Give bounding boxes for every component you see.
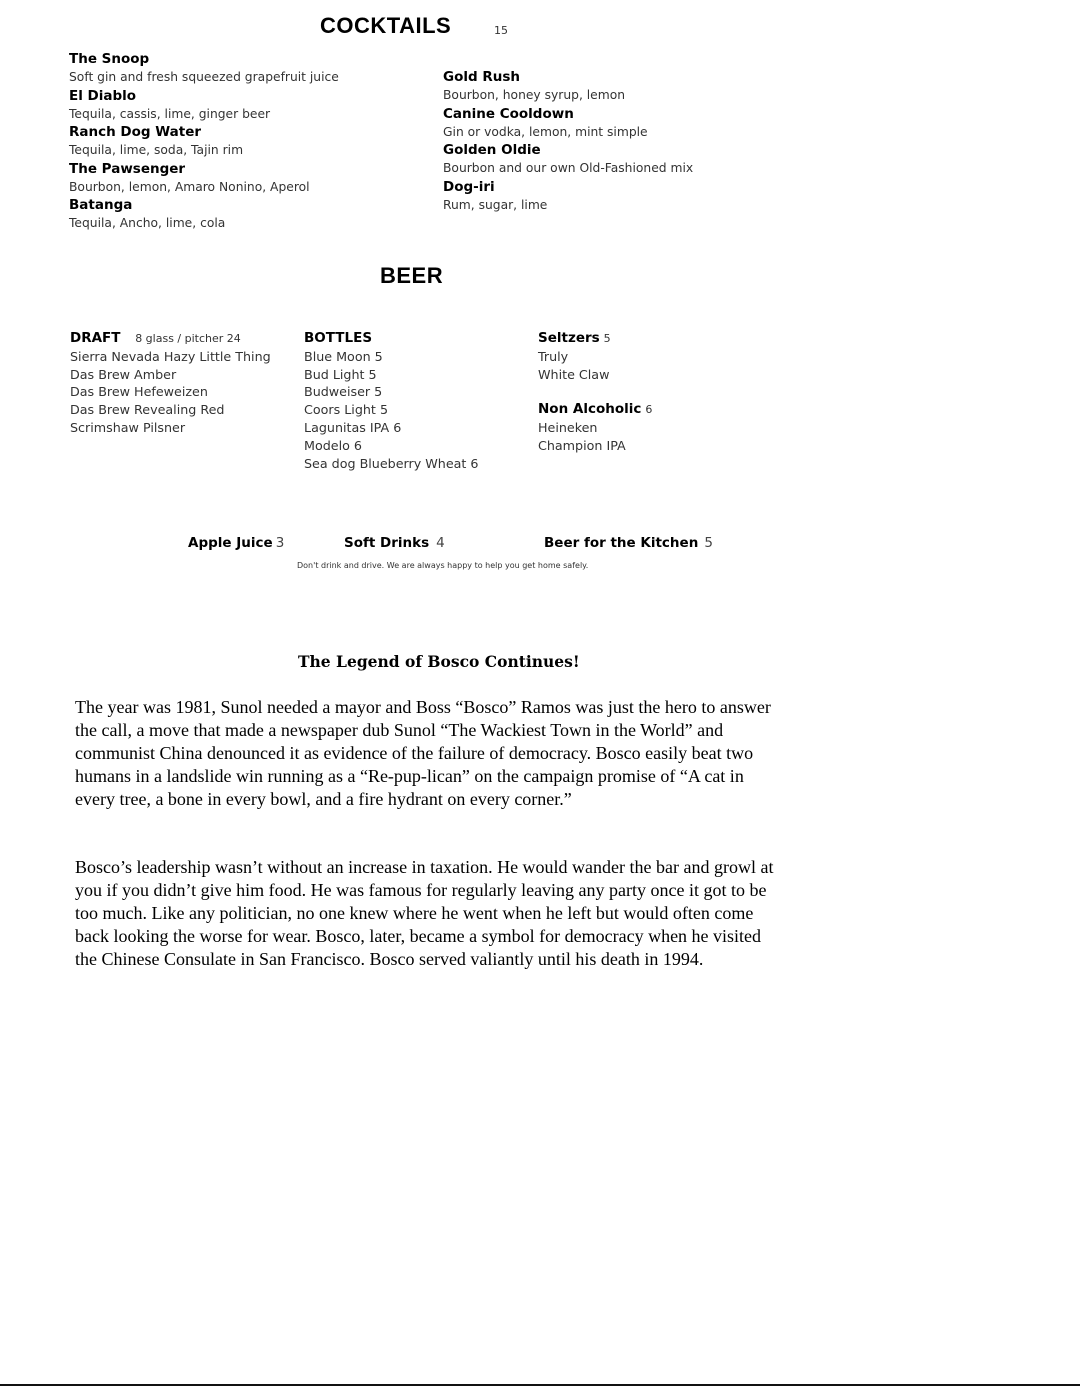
seltzers-price: 5: [603, 332, 611, 345]
safety-note: Don't drink and drive. We are always happy to help you get home safely.: [297, 561, 589, 570]
beer-item: Das Brew Revealing Red: [70, 402, 225, 418]
beer-item: Lagunitas IPA 6: [304, 419, 402, 435]
page-bottom-rule: [0, 1384, 1080, 1386]
draft-price: 8 glass / pitcher 24: [135, 332, 241, 345]
cocktail-name: The Snoop: [69, 51, 150, 67]
draft-label: DRAFT: [70, 330, 121, 346]
extra-label: Beer for the Kitchen: [544, 535, 699, 551]
non-alcoholic-label: Non Alcoholic: [538, 401, 642, 418]
story-title: The Legend of Bosco Continues!: [298, 652, 580, 671]
cocktail-name: Canine Cooldown: [443, 105, 574, 122]
extra-label: Apple Juice: [188, 535, 273, 551]
cocktail-desc: Bourbon, honey syrup, lemon: [443, 88, 626, 103]
seltzers-label: Seltzers: [538, 330, 600, 346]
beer-item: Scrimshaw Pilsner: [70, 419, 186, 435]
story-paragraph: The year was 1981, Sunol needed a mayor and Boss “Bosco” Ramos was just the hero to answer the call, a move that made a newspaper dub Sunol “The Wackiest Town in the World” and communist China denounced it as evidence of the failure of democracy. Bosco easily beat two humans in a landslide win running as a “Re-pup-lican” on the campaign promise of “A cat in every tree, a bone in every bowl, and a fire hydrant on every corner.”: [75, 697, 771, 809]
draft-heading: [70, 330, 271, 348]
extra-beer-for-kitchen: [544, 535, 713, 551]
beer-item: White Claw: [538, 366, 610, 382]
extra-apple-juice: [188, 535, 284, 551]
beer-item: Truly: [538, 348, 569, 364]
cocktail-desc: Tequila, lime, soda, Tajin rim: [69, 143, 244, 158]
beer-item: Budweiser 5: [304, 384, 383, 400]
cocktails-right-list: [443, 68, 693, 214]
cocktail-item: [69, 123, 339, 160]
cocktail-name: El Diablo: [69, 87, 137, 104]
cocktail-item: [69, 196, 339, 233]
beer-item: Champion IPA: [538, 437, 626, 453]
extra-price: 3: [275, 535, 285, 551]
cocktail-name: Dog-iri: [443, 178, 495, 195]
extra-soft-drinks: [344, 535, 445, 551]
cocktail-name: The Pawsenger: [69, 160, 186, 177]
cocktail-desc: Bourbon and our own Old-Fashioned mix: [443, 161, 694, 176]
cocktail-item: [443, 68, 693, 105]
beer-title: BEER: [380, 263, 444, 288]
cocktails-price: 15: [494, 24, 508, 37]
cocktail-desc: Rum, sugar, lime: [443, 197, 548, 212]
extra-price: 4: [436, 535, 445, 551]
non-alcoholic-price: 6: [645, 403, 653, 417]
cocktail-name: Ranch Dog Water: [69, 124, 202, 140]
cocktail-name: Batanga: [69, 197, 133, 213]
beer-item: Bud Light 5: [304, 366, 377, 382]
seltzers-heading: [538, 330, 652, 348]
story-paragraph: Bosco’s leadership wasn’t without an increase in taxation. He would wander the bar and growl at you if you didn’t give him food. He was famous for regularly leaving any party once it got to be too much. Like any politician, no one knew where he went when he left but would often come back looking the worse for wear. Bosco, later, became a symbol for democracy when he visited the Chinese Consulate in San Francisco. Bosco served valiantly until his death in 1994.: [75, 857, 774, 969]
cocktail-desc: Gin or vodka, lemon, mint simple: [443, 124, 648, 139]
cocktail-item: [69, 87, 339, 124]
beer-item: Heineken: [538, 420, 598, 436]
non-alcoholic-heading: [538, 401, 652, 419]
cocktails-title: COCKTAILS: [320, 13, 452, 38]
extra-label: Soft Drinks: [344, 535, 430, 551]
cocktail-desc: Tequila, Ancho, lime, cola: [69, 216, 226, 231]
beer-item: Blue Moon 5: [304, 348, 383, 364]
cocktail-item: [69, 50, 339, 87]
beer-item: Das Brew Hefeweizen: [70, 384, 208, 400]
cocktail-item: [443, 178, 693, 215]
cocktail-desc: Soft gin and fresh squeezed grapefruit juice: [69, 70, 339, 85]
beer-item: Sea dog Blueberry Wheat 6: [304, 455, 479, 471]
cocktail-name: Golden Oldie: [443, 142, 541, 158]
extra-price: 5: [704, 535, 713, 551]
beer-seltzers-column: [538, 330, 652, 455]
beer-item: Das Brew Amber: [70, 366, 177, 382]
beer-item: Modelo 6: [304, 437, 362, 453]
cocktail-item: [69, 160, 339, 197]
beer-item: Sierra Nevada Hazy Little Thing: [70, 348, 271, 364]
cocktail-desc: Tequila, cassis, lime, ginger beer: [69, 106, 271, 121]
cocktail-item: [443, 105, 693, 142]
cocktail-desc: Bourbon, lemon, Amaro Nonino, Aperol: [69, 179, 310, 194]
beer-bottles-column: [304, 330, 479, 472]
cocktail-name: Gold Rush: [443, 69, 520, 85]
cocktails-left-list: [69, 50, 339, 233]
bottles-label: BOTTLES: [304, 330, 373, 346]
beer-draft-column: [70, 330, 271, 437]
beer-item: Coors Light 5: [304, 402, 389, 418]
cocktail-item: [443, 141, 693, 178]
